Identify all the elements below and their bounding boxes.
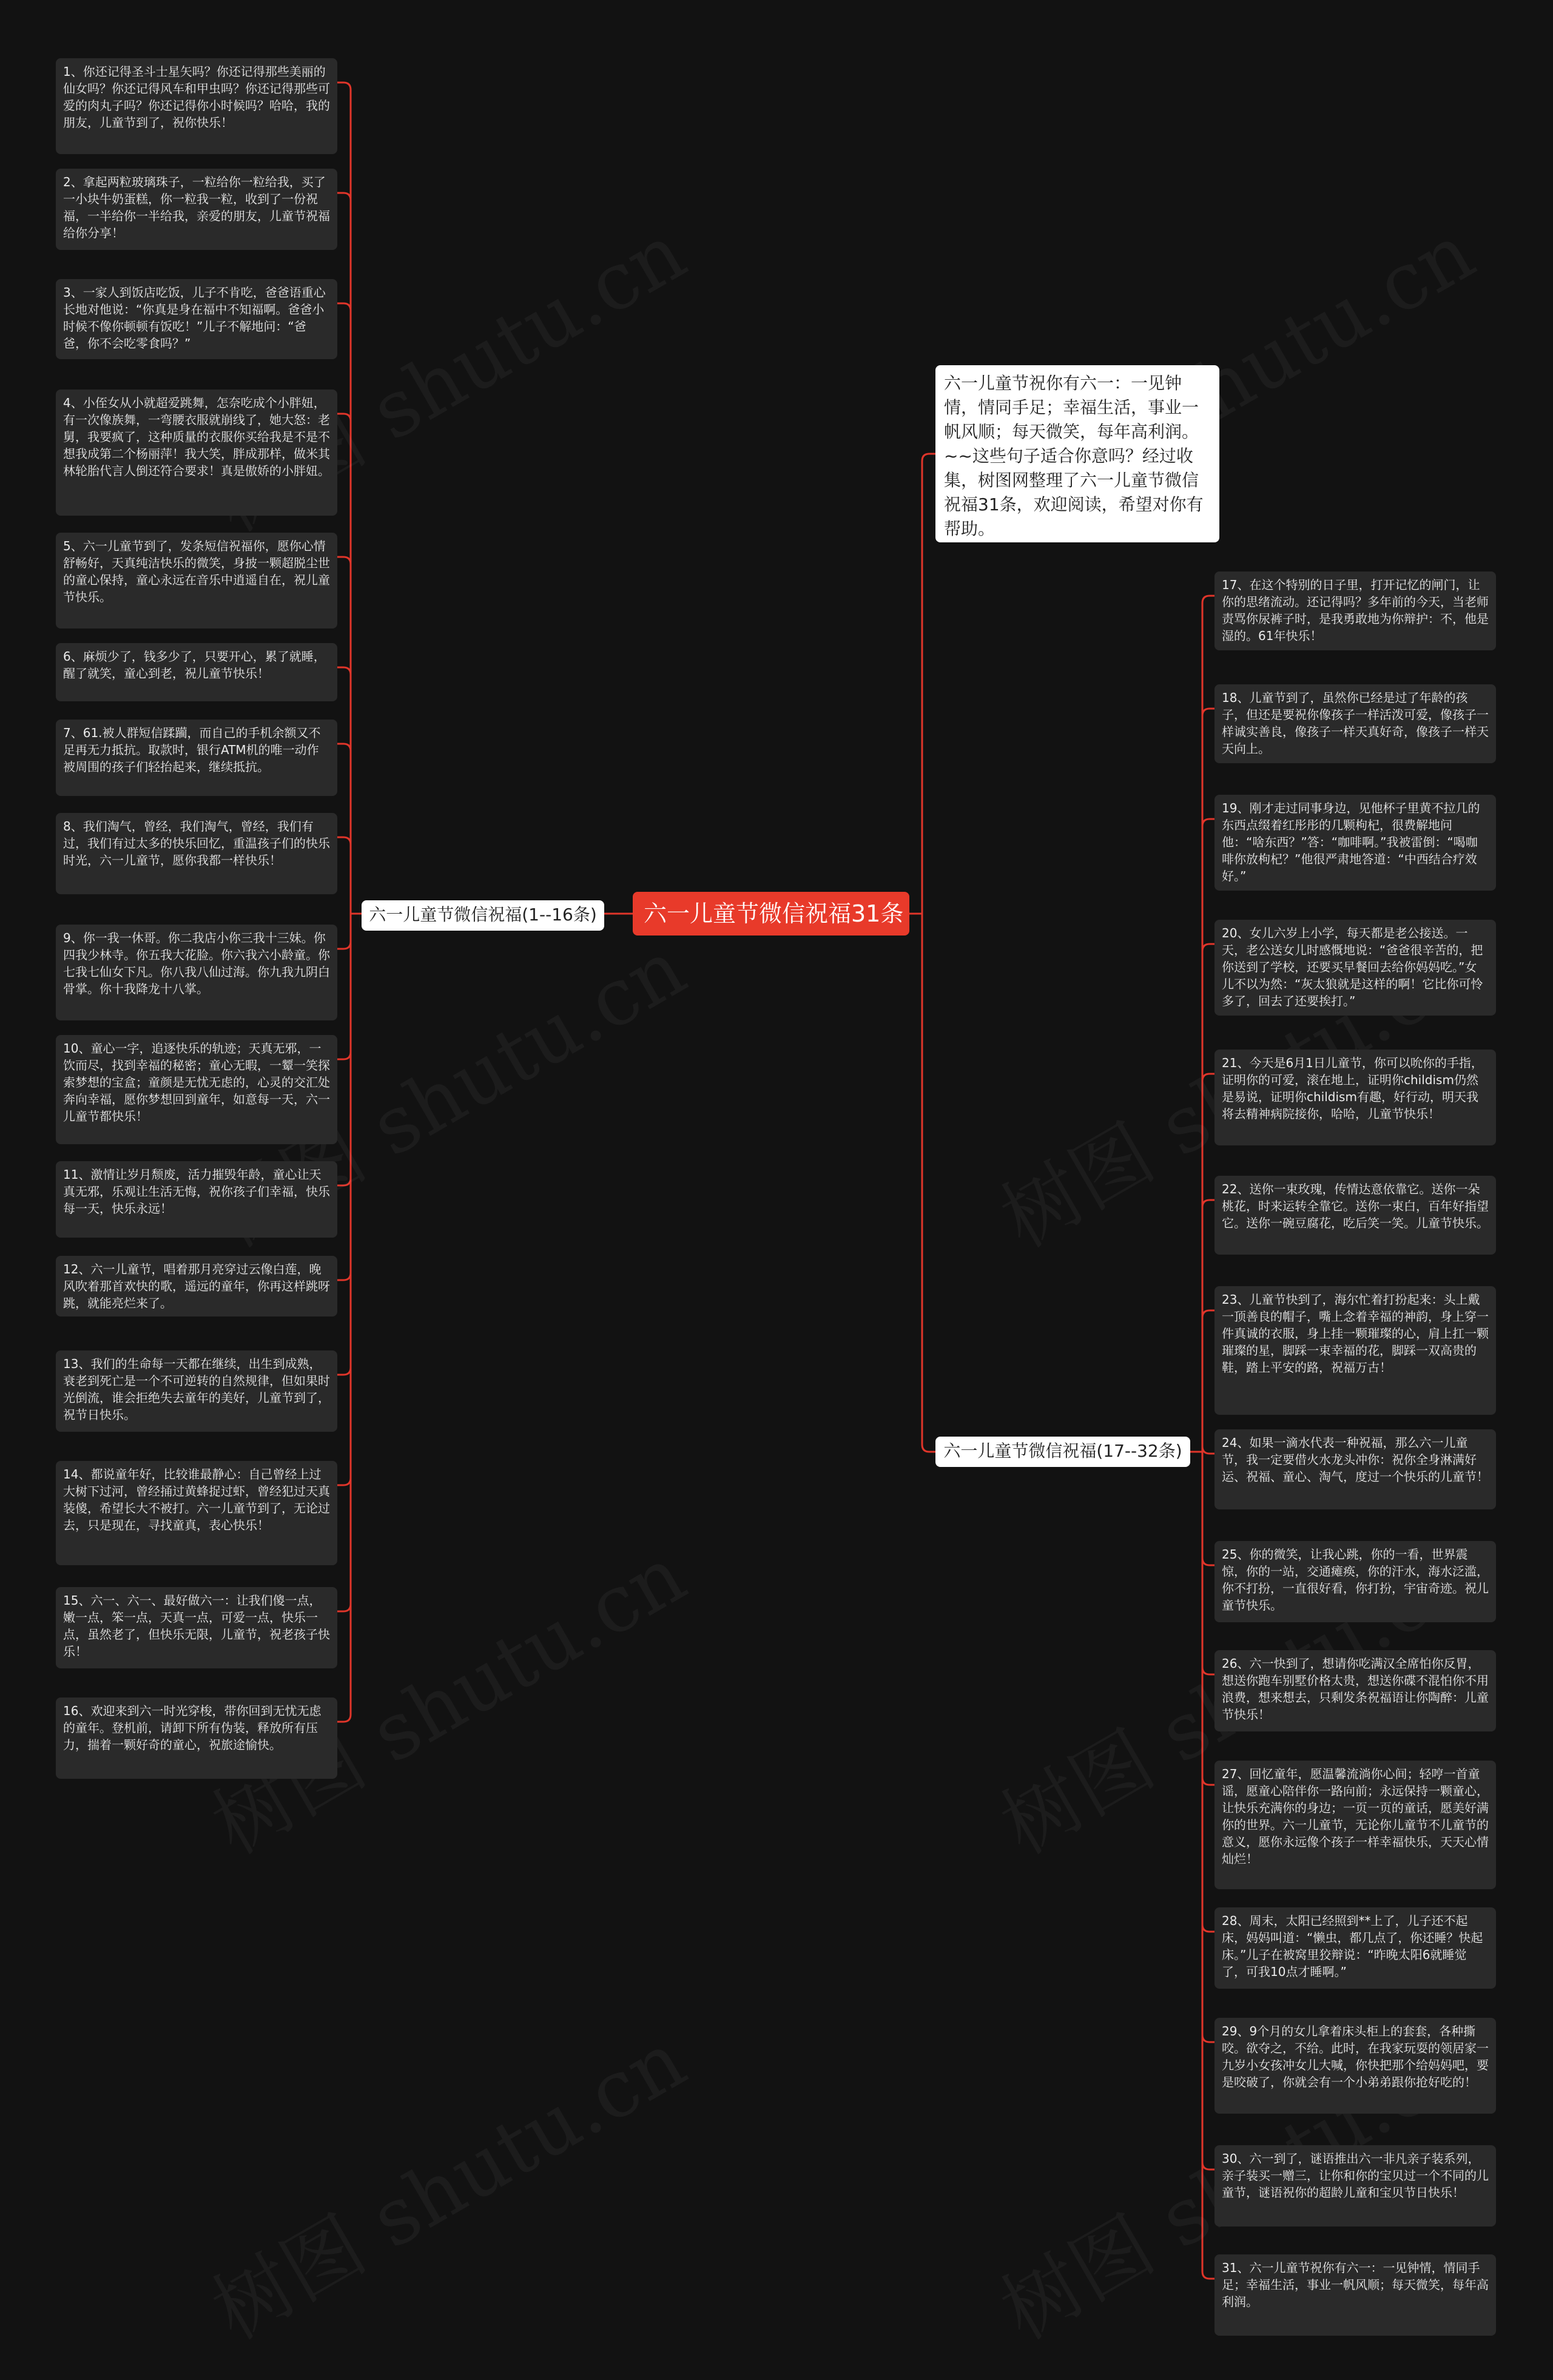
- connector-right-leaf-27: [1202, 1778, 1214, 1785]
- right-leaf-21[interactable]: 21、今天是6月1日儿童节，你可以吮你的手指，证明你的可爱，滚在地上，证明你childism仍然是易说，证明你childism有趣，好行动，明天我将去精神病院接你，哈哈，儿童节快乐！: [1214, 1050, 1496, 1145]
- connector-right-leaf-30: [1202, 2162, 1214, 2169]
- connector-right-leaf-28: [1202, 1924, 1214, 1932]
- right-leaf-26[interactable]: 26、六一快到了，想请你吃满汉全席怕你反胃，想送你跑车别墅价格太贵，想送你碟不混怕你不用浪费，想来想去，只剩发条祝福语让你陶醉：儿童节快乐！: [1214, 1650, 1496, 1731]
- right-leaf-28[interactable]: 28、周末，太阳已经照到**上了，儿子还不起床，妈妈叫道：“懒虫，都几点了，你还睡？快起床。”儿子在被窝里狡辩说：“昨晚太阳6就睡觉了，可我10点才睡啊。”: [1214, 1907, 1496, 1989]
- left-leaf-12[interactable]: 12、六一儿童节，唱着那月亮穿过云像白莲，晚风吹着那首欢快的歌，遥远的童年，你再这样跳呀跳，就能亮烂来了。: [56, 1256, 337, 1316]
- connector-left-leaf-15: [337, 1604, 351, 1611]
- connector-left-leaf-14: [337, 1478, 351, 1485]
- left-leaf-16[interactable]: 16、欢迎来到六一时光穿梭，带你回到无忧无虑的童年。登机前，请卸下所有伪装，释放所有压力，揣着一颗好奇的童心，祝旅途愉快。: [56, 1697, 337, 1779]
- left-leaf-1[interactable]: 1、你还记得圣斗士星矢吗？你还记得那些美丽的仙女吗？你还记得风车和甲虫吗？你还记得那些可爱的肉丸子吗？你还记得你小时候吗？哈哈，我的朋友，儿童节到了，祝你快乐！: [56, 58, 337, 154]
- connector-right-leaf-24: [1202, 1446, 1214, 1454]
- connector-right-leaf-19: [1202, 819, 1214, 826]
- right-leaf-22[interactable]: 22、送你一束玫瑰，传情达意依靠它。送你一朵桃花，时来运转全靠它。送你一束白，百年好指望它。送你一碗豆腐花，吃后笑一笑。儿童节快乐。: [1214, 1176, 1496, 1255]
- left-leaf-9[interactable]: 9、你一我一休哥。你二我店小你三我十三妹。你四我少林寺。你五我大花脸。你六我六小龄童。你七我七仙女下凡。你八我八仙过海。你九我九阴白骨掌。你十我降龙十八掌。: [56, 925, 337, 1020]
- connector-right-trunk: [922, 454, 929, 1452]
- connector-left-leaf-7: [337, 744, 351, 751]
- connector-right-leaf-25: [1202, 1558, 1214, 1565]
- connector-right-leaf-29: [1202, 2035, 1214, 2042]
- connector-right-leaf-23: [1202, 1310, 1214, 1318]
- connector-left-leaf-1: [337, 83, 351, 90]
- right-leaf-23[interactable]: 23、儿童节快到了，海尔忙着打扮起来：头上戴一顶善良的帽子，嘴上念着幸福的神韵，身上穿一件真诚的衣服，身上挂一颗璀璨的心，肩上扛一颗璀璨的星，脚踩一束幸福的花，脚踩一双高贵的鞋，踏上平安的路，祝福万古！: [1214, 1286, 1496, 1415]
- branch-right-17-32[interactable]: 六一儿童节微信祝福(17--32条): [935, 1437, 1190, 1467]
- root-topic[interactable]: 六一儿童节微信祝福31条: [633, 892, 909, 935]
- left-leaf-5[interactable]: 5、六一儿童节到了，发条短信祝福你，愿你心情舒畅好，天真纯洁快乐的微笑，身披一颗超脱尘世的童心保持，童心永远在音乐中逍遥自在，祝儿童节快乐。: [56, 533, 337, 629]
- connector-left-leaf-11: [337, 1178, 351, 1185]
- right-leaf-25[interactable]: 25、你的微笑，让我心跳，你的一看，世界震惊，你的一站，交通瘫痪，你的汗水，海水泛滥，你不打扮，一直很好看，你打扮，宇宙奇迹。祝儿童节快乐。: [1214, 1541, 1496, 1622]
- connector-right-leaf-26: [1202, 1667, 1214, 1674]
- connector-left-leaf-12: [337, 1273, 351, 1280]
- right-leaf-27[interactable]: 27、回忆童年，愿温馨流淌你心间；轻哼一首童谣，愿童心陪伴你一路向前；永远保持一颗童心，让快乐充满你的身边；一页一页的童话，愿美好满你的世界。六一儿童节，无论你儿童节不儿童节的意义，愿你永远像个孩子一样幸福快乐，天天心情灿烂！: [1214, 1761, 1496, 1889]
- right-leaf-18[interactable]: 18、儿童节到了，虽然你已经是过了年龄的孩子，但还是要祝你像孩子一样活泼可爱，像孩子一样诚实善良，像孩子一样天真好奇，像孩子一样天天向上。: [1214, 684, 1496, 763]
- connector-right-leaf-20: [1202, 944, 1214, 951]
- right-leaf-17[interactable]: 17、在这个特别的日子里，打开记忆的闸门，让你的思绪流动。还记得吗？多年前的今天，当老师责骂你尿裤子时，是我勇敢地为你辩护：不，他是湿的。61年快乐！: [1214, 571, 1496, 650]
- left-leaf-4[interactable]: 4、小侄女从小就超爱跳舞，怎奈吃成个小胖妞，有一次像族舞，一弯腰衣服就崩线了，她大怒：老舅，我要疯了，这种质量的衣服你买给我是不是不想我成第二个杨丽萍！我大笑，胖成那样，做米其林轮胎代言人倒还符合要求！真是傲娇的小胖妞。: [56, 389, 337, 516]
- connector-left-leaf-9: [337, 942, 351, 949]
- left-leaf-14[interactable]: 14、都说童年好，比较谁最静心：自己曾经上过大树下过河，曾经捅过黄蜂捉过虾，曾经犯过天真装傻，希望长大不被打。六一儿童节到了，无论过去，只是现在，寻找童真，表心快乐！: [56, 1461, 337, 1565]
- connector-right-leaf-31: [1202, 2271, 1214, 2279]
- intro-summary[interactable]: 六一儿童节祝你有六一：一见钟情，情同手足；幸福生活，事业一帆风顺；每天微笑，每年高利润。~~这些句子适合你意吗？经过收集，树图网整理了六一儿童节微信祝福31条，欢迎阅读，希望对你有帮助。: [935, 365, 1219, 542]
- connector-left-leaf-13: [337, 1367, 351, 1375]
- connector-left-leaf-16: [337, 1714, 351, 1722]
- connector-right-leaf-18: [1202, 709, 1214, 716]
- left-leaf-3[interactable]: 3、一家人到饭店吃饭，儿子不肯吃，爸爸语重心长地对他说：“你真是身在福中不知福啊。爸爸小时候不像你顿顿有饭吃！”儿子不解地问：“爸爸，你不会吃零食吗？”: [56, 279, 337, 359]
- right-leaf-24[interactable]: 24、如果一滴水代表一种祝福，那么六一儿童节，我一定要借火水龙头冲你：祝你全身淋满好运、祝福、童心、淘气，度过一个快乐的儿童节！: [1214, 1429, 1496, 1509]
- connector-right-leaf-21: [1202, 1074, 1214, 1081]
- right-leaf-20[interactable]: 20、女儿六岁上小学，每天都是老公接送。一天，老公送女儿时感慨地说：“爸爸很辛苦的，把你送到了学校，还要买早餐回去给你妈妈吃。”女儿不以为然：“灰太狼就是这样的啊！它比你可怜多了，回去了还要挨打。”: [1214, 920, 1496, 1016]
- right-leaf-31[interactable]: 31、六一儿童节祝你有六一：一见钟情，情同手足；幸福生活，事业一帆风顺；每天微笑，每年高利润。: [1214, 2254, 1496, 2336]
- left-leaf-11[interactable]: 11、激情让岁月颓废，活力摧毁年龄，童心让天真无邪，乐观让生活无悔，祝你孩子们幸福，快乐每一天，快乐永远！: [56, 1161, 337, 1238]
- left-leaf-13[interactable]: 13、我们的生命每一天都在继续，出生到成熟，衰老到死亡是一个不可逆转的自然规律，但如果时光倒流，谁会拒绝失去童年的美好，儿童节到了，祝节日快乐。: [56, 1350, 337, 1432]
- right-leaf-19[interactable]: 19、刚才走过同事身边，见他杯子里黄不拉几的东西点缀着红彤彤的几颗枸杞，很费解地问他：“啥东西？”答：“咖啡啊。”我被雷倒：“喝咖啡你放枸杞？”他很严肃地答道：“中西结合疗效好。”: [1214, 795, 1496, 891]
- branch-left-1-16[interactable]: 六一儿童节微信祝福(1--16条): [362, 900, 604, 931]
- left-leaf-6[interactable]: 6、麻烦少了，钱多少了，只要开心，累了就睡，醒了就笑，童心到老，祝儿童节快乐！: [56, 643, 337, 701]
- right-leaf-29[interactable]: 29、9个月的女儿拿着床头柜上的套套，各种撕咬。欲夺之，不给。此时，在我家玩耍的领居家一九岁小女孩冲女儿大喊，你快把那个给妈妈吧，要是咬破了，你就会有一个小弟弟跟你抢好吃的！: [1214, 2018, 1496, 2114]
- connector-right-leaf-17: [1202, 596, 1214, 603]
- connector-left-leaf-5: [337, 557, 351, 564]
- connector-left-leaf-4: [337, 414, 351, 421]
- right-leaf-30[interactable]: 30、六一到了，谜语推出六一非凡亲子装系列，亲子装买一赠三，让你和你的宝贝过一个不同的儿童节，谜语祝你的超龄儿童和宝贝节日快乐！: [1214, 2145, 1496, 2227]
- connector-right-leaf-22: [1202, 1200, 1214, 1207]
- connector-left-leaf-2: [337, 193, 351, 200]
- left-leaf-10[interactable]: 10、童心一字，追逐快乐的轨迹；天真无邪，一饮而尽，找到幸福的秘密；童心无暇，一颦一笑探索梦想的宝盒；童颜是无忧无虑的，心灵的交汇处奔向幸福，愿你梦想回到童年，如意每一天，六一儿童节都快乐！: [56, 1035, 337, 1144]
- left-leaf-15[interactable]: 15、六一、六一、最好做六一：让我们傻一点，嫩一点，笨一点，天真一点，可爱一点，快乐一点，虽然老了，但快乐无限，儿童节，祝老孩子快乐！: [56, 1587, 337, 1668]
- connector-left-leaf-10: [337, 1052, 351, 1059]
- connector-left-leaf-3: [337, 303, 351, 311]
- left-leaf-7[interactable]: 7、61.被人群短信蹂躏，而自己的手机余额又不足再无力抵抗。取款时，银行ATM机的唯一动作被周围的孩子们轻抬起来，继续抵抗。: [56, 720, 337, 796]
- left-leaf-8[interactable]: 8、我们淘气，曾经，我们淘气，曾经，我们有过，我们有过太多的快乐回忆，重温孩子们的快乐时光，六一儿童节，愿你我都一样快乐！: [56, 813, 337, 894]
- connector-left-leaf-6: [337, 667, 351, 675]
- left-leaf-2[interactable]: 2、拿起两粒玻璃珠子，一粒给你一粒给我，买了一小块牛奶蛋糕，你一粒我一粒，收到了一份祝福，一半给你一半给我，亲爱的朋友，儿童节祝福给你分享！: [56, 169, 337, 250]
- connector-left-leaf-8: [337, 837, 351, 844]
